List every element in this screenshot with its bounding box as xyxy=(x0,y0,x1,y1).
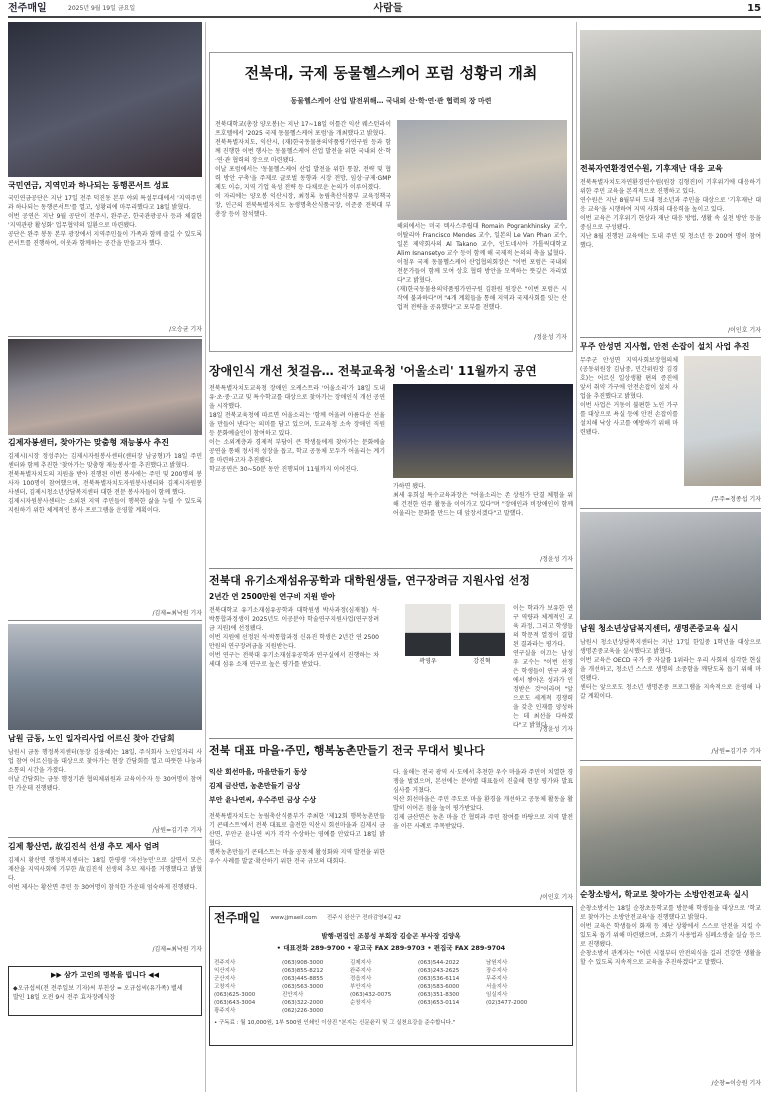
article-body: 전북특별자치도자연환경연수원(원장 김형진)이 기후위기에 대응하기 위한 주민 교육을 본격적으로 진행하고 있다. 연수원은 지난 8월부터 도내 청소년과 주민을 대상으로 '기후재난 대응 교육'을 시행하여 지역 사회의 대응력을 높이고 있다. 이번 교육은 기후위기 현상과 재난 대응 방법, 생활 속 실천 방안 등을 중심으로 구성됐다. 지난 8월 진행된 교육에는 도내 주민 및 청소년 등 200여 명이 참여했다. xyxy=(580,179,761,249)
byline: /이인호 기자 xyxy=(540,894,573,901)
notice-line: ◆오규섭씨(전 전주일보 기자)씨 부친상 = 오규섭씨(유가족) 별세 xyxy=(13,984,183,992)
article-body: 전북대학교 유기소재섬유공학과 대학원생 박사과정(심재철) 석·박통합과정생이 2025년도 이공분야 학술연구지원사업(연구장려금 지원)에 선정됐다. 이번 지원에 선정된 석·박통합과정 신유진 학생은 2년간 연 2500만원의 연구장려금을 지원받는다. 이번 연구는 전북대 유기소재섬유공학과 연구실에서 진행하는 차세대 섬유 소재 연구로 높은 평가를 받았다. xyxy=(209,607,379,668)
newspaper-logo: 전주매일 xyxy=(8,3,47,14)
article-title: 남원 금동, 노인 일자리사업 어르신 찾아 간담회 xyxy=(8,734,175,743)
branch-table xyxy=(214,960,568,1016)
article-title: 국민연금, 지역민과 하나되는 동행콘서트 성료 xyxy=(8,181,170,190)
handrail-photo xyxy=(684,356,761,486)
article-body: 전북특별자치도는 농림축산식품부가 주최한 '제12회 행복농촌만들기 콘테스트'에서 전북 대표로 출전한 익산시 회선마을과 김제시 금산면, 부안군 윤나연 씨가 각각 수상하는 영예를 안았다고 18일 밝혔다. 행복농촌만들기 콘테스트는 마을 공동체 활성화와 지역 발전을 위한 우수 사례를 발굴·확산하기 위한 전국 규모의 대회다. xyxy=(209,813,385,865)
byline: /남원=김기주 기자 xyxy=(711,748,761,755)
article-body: 전북특별자치도교육청 장애인 오케스트라 '어울소리'가 18일 도내 유·초·중·고교 및 특수학교를 대상으로 찾아가는 장애인식 개선 공연을 시작했다. 18일 전북교육청에 따르면 어울소리는 '함께 어울려 아름다운 선율을 만들어 낸다'는 의미를 담고 있으며, 도교육청 소속 장애인 직원 등 문화예술인이 참여하고 있다. 이는 소외계층과 경제적 부담이 큰 학생들에게 찾아가는 문화예술 공연을 통해 정서적 성장을 돕고, 학교 공동체 모두가 어울리는 계기를 마련하고자 추진됐다. 학교공연은 30~50분 동안 진행되며 11월까지 이어진다. xyxy=(209,385,385,473)
byline: /정윤성 기자 xyxy=(540,556,573,563)
byline: /김제=최낙원 기자 xyxy=(152,946,202,953)
byline: /오승균 기자 xyxy=(169,326,202,333)
notice-line: 발인 18일 오전 9시 전주 효자장례식장 xyxy=(13,993,116,1001)
masthead xyxy=(8,2,761,18)
section-title: 사람들 xyxy=(373,3,403,14)
article-title: 전북 대표 마을·주민, 행복농촌만들기 전국 무대서 빛나다 xyxy=(209,744,485,757)
article-body: 남원시 청소년상담복지센터는 지난 17일 한일중 1학년을 대상으로 생명존중교육을 실시했다고 밝혔다. 이번 교육은 OECD 국가 중 자살률 1위라는 우리 사회의 심각한 현실을 개선하고, 청소년 스스로 생명의 소중함을 깨닫도록 돕기 위해 마련됐다. 센터는 앞으로도 청소년 생명존중 프로그램을 지속적으로 운영해 나갈 계획이다. xyxy=(580,639,761,700)
article-title: 김제 황산면, 故김진석 선생 추모 제사 엄려 xyxy=(8,842,160,851)
lead-headline: 전북대, 국제 동물헬스케어 포럼 성황리 개최 xyxy=(244,64,538,82)
branch-row: 광주지사 (062)226-3000 xyxy=(214,1007,324,1014)
article-body: 이는 학과가 보유한 연구 역량과 체계적인 교육 과정, 그리고 학생들의 학문적 열정이 결합된 결과라는 평가다. 연구실을 이끄는 남성우 교수는 "이번 선정은 학생들이 연구 과정에서 쌓아온 성과가 인정받은 것"이라며 "앞으로도 세계적 경쟁력을 갖춘 인재를 양성하는 데 최선을 다하겠다"고 밝혔다. xyxy=(513,605,573,729)
article-body: 김제시(시장 정성주)는 김제시자원봉사센터(센터장 남궁형)가 18일 주민센터와 함께 추진한 '찾아가는 맞춤형 재능봉사'를 추진했다고 밝혔다. 전북특별자치도의 지원을 받아 진행된 이번 봉사에는 주민 및 200명의 봉사자 100명이 참여했으며, 전북특별자치도자원봉사센터와 김제시자원봉사센터, 김제시청소년상담복지센터 대한 전문 봉사자들이 함께 했다. 김제시자원봉사센터는 소외된 지역 주민들이 행복한 삶을 누릴 수 있도록 지원하기 위한 체계적인 봉사 프로그램을 운영할 계획이다. xyxy=(8,453,202,514)
page-number: 15 xyxy=(747,3,761,14)
article-title: 순창소방서, 학교로 찾아가는 소방안전교육 실시 xyxy=(580,890,749,899)
article-title: 남원 청소년상담복지센터, 생명존중교육 실시 xyxy=(580,624,739,633)
left-column xyxy=(8,22,202,1092)
divider xyxy=(209,738,573,739)
article-body: 국민연금공단은 지난 17일 전주 덕진동 본부 야외 특설무대에서 '지역주민과 하나되는 동행콘서트'를 열고, 성황리에 마무리했다고 18일 밝혔다. 이번 공연은 지난 9월 공단이 전주시, 완주군, 한국관광공사 등과 체결한 '지역관광 활성화' 업무협약의 일환으로 마련됐다. 공단은 완주 봉동 본부 광장에서 지역주민들이 가족과 함께 즐길 수 있도록 콘서트를 진행하여, 이웃과 함께하는 공간을 만들고자 했다. xyxy=(8,195,202,247)
divider xyxy=(209,568,573,569)
article-subtitle: 2년간 연 2500만원 연구비 지원 받아 xyxy=(209,592,336,601)
byline: /김제=최낙원 기자 xyxy=(152,610,202,617)
fire-safety-photo xyxy=(580,766,761,886)
branch-row: (063)625-3000 진안지사 (063)432-0075 (063)351-8300 임실지사 xyxy=(214,991,508,998)
branch-row: (063)643-3004 (063)322-2000 순창지사 (063)653-0114 (02)3477-2000 xyxy=(214,999,528,1006)
article-body: 다. 올해는 전국 광역 시·도에서 추천한 우수 마을과 주민이 치열한 경쟁을 벌였으며, 본선에는 분야별 대표들이 진출해 현장 평가와 발표 심사를 거쳤다. 익산 회선마을은 주민 주도로 마을 환경을 개선하고 공동체 활동을 활발히 이어온 점을 높이 평가받았다. 김제 금산면은 농촌 마을 간 협력과 주민 참여를 바탕으로 지역 발전을 이끈 사례로 주목받았다. xyxy=(393,769,573,830)
publisher-address: 전주시 완산구 전라감영4길 42 xyxy=(326,914,402,921)
forum-photo xyxy=(397,120,567,220)
center-column xyxy=(209,22,573,1092)
divider xyxy=(580,508,761,509)
article-title: 김제자봉센터, 찾아가는 맞춤형 재능봉사 추진 xyxy=(8,438,170,447)
article-body: 김제시 황산면 행정복지센터는 18일 한평생 '자선농민'으로 살면서 모은 재산을 지역사회에 기부한 故김진석 선생의 추모 제사를 거행했다고 밝혔다. 이번 제사는 황산면 주민 등 30여명이 참석한 가운데 엄숙하게 진행됐다. xyxy=(8,857,202,891)
column-divider xyxy=(576,22,577,1092)
article-subtitle: 익산 회선마을, 마을만들기 동상 xyxy=(209,768,307,776)
dateline: 2025년 9월 19일 금요일 xyxy=(68,5,136,12)
student-portrait-1 xyxy=(405,604,451,656)
divider xyxy=(580,337,761,338)
publisher-footer: • 구독료 : 월 10,000원, 1부 500원 인쇄인 이상진 "본지는 신문윤리 및 그 실천요강을 준수합니다." xyxy=(214,1019,456,1026)
byline: /정윤성 기자 xyxy=(534,334,567,341)
divider xyxy=(8,837,202,838)
notice-title: ▶▶ 삼가 고인의 명복을 빕니다 ◀◀ xyxy=(50,971,160,979)
lead-subheadline: 동물헬스케어 산업 발전위해… 국내외 산·학·연·관 협력의 장 마련 xyxy=(290,97,492,105)
publisher-header xyxy=(214,911,568,926)
article-body: 남원시 금동 행정복지센터(동장 김웅혜)는 18일, 주식회사 노인일자리 사업 참여 어르신들을 대상으로 찾아가는 현장 간담회를 열고 따뜻한 나눔과 소통의 시간을 가졌다. 이날 간담회는 금동 행정기관 협의체위원과 교육이수자 등 30여명이 참여한 가운데 진행됐다. xyxy=(8,749,202,792)
column-divider xyxy=(205,22,206,1092)
meeting-photo xyxy=(8,624,202,730)
publisher-phones: • 대표전화 289-9700 • 광고국 FAX 289-9703 • 편집국 FAX 289-9704 xyxy=(276,944,506,953)
byline: /정윤성 기자 xyxy=(540,726,573,733)
concert-photo xyxy=(8,22,202,177)
education-photo xyxy=(580,30,761,160)
divider xyxy=(8,620,202,621)
byline: /순창=이승원 기자 xyxy=(711,1080,761,1087)
portrait-caption: 강진혁 xyxy=(473,658,491,665)
lead-body-column-2: 해외에서는 미국 텍사스주립대 Romain Pogrankhinsky 교수, 이탈리아 Francisco Mendes 교수, 일본의 Le Van Phan 교수, 일본 제약회사의 Al Takano 교수, 인도네시아 가톨릭대학교 Alim Isnansetyo 교수 등이 함께 해 국제적 논의의 축을 넓혔다. 이철우 국제 동물헬스케어 산업협의회장은 "이번 포럼은 국내외 전문가들이 함께 모여 상호 협력 방안을 모색하는 뜻깊은 자리였다"고 밝혔다. (재)한국동물용의약품평가연구원 김완원 원장은 "이번 포럼은 시작에 불과하다"며 "4개 계획들을 통해 지역과 국제사회를 잇는 산업적 전략을 공유했다"고 포부를 전했다. xyxy=(397,223,567,311)
publisher-info-box xyxy=(209,906,573,1046)
byline: /이인호 기자 xyxy=(728,327,761,334)
orchestra-photo xyxy=(393,384,573,478)
article-title: 장애인식 개선 첫걸음… 전북교육청 '어울소리' 11월까지 공연 xyxy=(209,364,537,378)
article-title: 전북자연환경연수원, 기후재난 대응 교육 xyxy=(580,164,723,173)
portrait-caption: 곽영우 xyxy=(419,658,437,665)
branch-row: 익산지사 (063)855-8212 완주지사 (063)243-2625 장수지사 xyxy=(214,967,508,974)
publisher-url: www.jjmaeil.com xyxy=(270,914,317,921)
branch-row: 고창지사 (063)563-3000 부안지사 (063)583-6000 서울지사 xyxy=(214,983,508,990)
seminar-photo xyxy=(580,512,761,620)
divider xyxy=(8,336,202,337)
byline: /남원=김기주 기자 xyxy=(152,827,202,834)
publisher-logo: 전주매일 xyxy=(214,911,261,925)
byline: /무주=정종섭 기자 xyxy=(711,496,761,503)
article-title: 전북대 유기소재섬유공학과 대학원생들, 연구장려금 지원사업 선정 xyxy=(209,574,530,587)
divider xyxy=(580,760,761,761)
article-subtitle: 김제 금산면, 농촌만들기 금상 xyxy=(209,782,301,790)
article-title: 무주 안성면 지사협, 안전 손잡이 설치 사업 추진 xyxy=(580,342,750,351)
student-portrait-2 xyxy=(459,604,505,656)
publisher-staff: 발행·편집인 조봉성 부회장 김승곤 부사장 김양옥 xyxy=(321,932,461,940)
article-body: 무주군 안성면 지역사회보장협의체(공동위원장 김남중, 민간위원장 김경호)는 어르신 일상생활 편의 증진에 앞서 취약 가구에 안전손잡이 설치 사업을 추진했다고 밝혔다. 이번 사업은 거동이 불편한 노인 가구를 대상으로 욕실 등에 안전 손잡이를 설치해 낙상 사고를 예방하기 위해 마련됐다. xyxy=(580,357,678,436)
branch-row: 군산지사 (063)445-8855 정읍지사 (063)536-6114 무주지사 xyxy=(214,975,508,982)
right-column xyxy=(580,22,761,1092)
article-body: 순창소방서는 18일 순창초등학교를 방문해 학생들을 대상으로 '학교로 찾아가는 소방안전교육'을 진행했다고 밝혔다. 이번 교육은 학생들이 화재 등 재난 상황에서 스스로 안전을 지킬 수 있도록 돕기 위해 마련됐으며, 소화기 사용법과 심폐소생술 실습 등으로 진행됐다. 순창소방서 관계자는 "어린 시절부터 안전의식을 길러 건강한 생활을 할 수 있도록 지속적으로 교육을 추진하겠다"고 말했다. xyxy=(580,905,761,966)
article-subtitle: 부안 윤나연씨, 우수주민 금상 수상 xyxy=(209,796,317,804)
article-body: 가하면 됐다. 최세 유희설 특수교육과장은 "어울소리는 존 상원가 단결 체험을 위해 건전한 연주 활동을 이어가고 있다"며 "장애인과 비장애인이 함께 어울리는 문화를 만드는 데 앞장서겠다"고 말했다. xyxy=(393,483,573,517)
volunteer-photo xyxy=(8,339,202,435)
branch-row: 전주지사 (063)908-3000 김제지사 (063)544-2022 남원지사 xyxy=(214,959,508,966)
obituary-notice xyxy=(8,966,202,1016)
lead-body-column-1: 전북대학교(총장 양오봉)는 지난 17~18일 이틀간 익산 웨스턴라이프호텔에서 '2025 국제 동물헬스케어 포럼'을 개최했다고 밝혔다. 전북특별자치도, 익산시, (재)한국동물용의약품평가연구원 등과 함께 진행한 이번 행사는 동물헬스케어 산업 발전을 위한 국내외 산·학·연·관 협력의 장으로 마련됐다. 이날 포럼에서는 '동물헬스케어 산업 발전을 위한 통찰, 전략 및 협력 방안 구축'을 주제로 글로벌 동향과 시장 전망, 임상·규제·GMP 제도 이슈, 지역 기업 육성 전략 등 다채로운 논의가 이루어졌다. 이 자리에는 양오봉 익산시장, 최정록 농림축산식품부 교육정책국장, 인근의 전북특별자치도 농생명축산식품국장, 이준중 전북대 부총장 등이 참석했다. xyxy=(215,121,391,218)
